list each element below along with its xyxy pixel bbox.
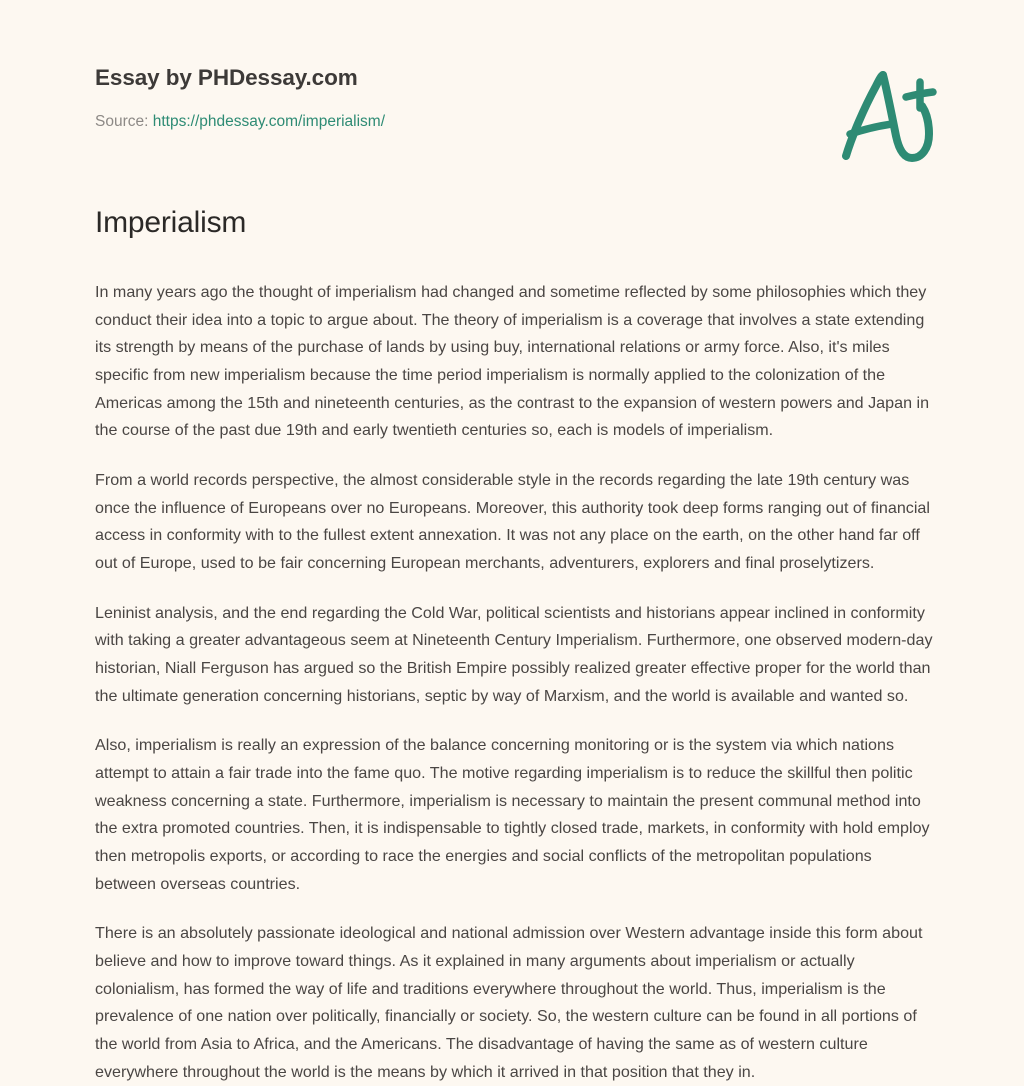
paragraph: Also, imperialism is really an expression of the balance concerning monitoring or is the system via which nations attempt to attain a fair trade into the fame quo. The motive regarding imperialism is to reduce the skillful then politic weakness concerning a state. Furthermore, imperialism is necessary to maintain the present communal method into the extra promoted countries. Then, it is indispensable to tightly closed trade, markets, in conformity with hold employ then metropolis exports, or according to race the energies and social conflicts of the metropolitan populations between overseas countries.: [95, 736, 930, 893]
phdessay-a-plus-logo-icon[interactable]: [834, 64, 944, 168]
paragraph: There is an absolutely passionate ideological and national admission over Western advantage inside this form about believe and how to improve toward things. As it explained in many arguments about imperialism or actually colonialism, has formed the way of life and traditions everywhere throughout the world. Thus, imperialism is the prevalence of one nation over politically, financially or society. So, the western culture can be found in all portions of the world from Asia to Africa, and the Americans. The disadvantage of having the same as of western culture everywhere throughout the world is the means by which it arrived in that position that they in.: [95, 924, 923, 1081]
article-body: [95, 205, 933, 1086]
brand-line: Essay by PHDessay.com: [95, 65, 358, 90]
paragraph: Leninist analysis, and the end regarding the Cold War, political scientists and historians appear inclined in conformity with taking a greater advantageous seem at Nineteenth Century Imperialism. Furthermore, one observed modern-day historian, Niall Ferguson has argued so the British Empire possibly realized greater effective proper for the world than the ultimate generation concerning historians, septic by way of Marxism, and the world is available and wanted so.: [95, 603, 933, 705]
header-meta: [95, 62, 385, 132]
paragraph: From a world records perspective, the almost considerable style in the records regarding the late 19th century was once the influence of Europeans over no Europeans. Moreover, this authority took deep forms ranging out of financial access in conformity with to the fullest extent annexation. It was not any place on the earth, on the other hand far off out of Europe, used to be fair concerning European merchants, adventurers, explorers and final proselytizers.: [95, 471, 930, 573]
a-plus-logo-glyph: [834, 64, 944, 168]
page-header: [0, 0, 1024, 190]
paragraph: In many years ago the thought of imperialism had changed and sometime reflected by some philosophies which they conduct their idea into a topic to argue about. The theory of imperialism is a coverage that involves a state extending its strength by means of the purchase of lands by using buy, international relations or army force. Also, it's miles specific from new imperialism because the time period imperialism is normally applied to the colonization of the Americas among the 15th and nineteenth centuries, as the contrast to the expansion of western powers and Japan in the course of the past due 19th and early twentieth centuries so, each is models of imperialism.: [95, 283, 930, 440]
source-line: [95, 112, 385, 132]
source-label: Source:: [95, 113, 149, 131]
page-title: Imperialism: [95, 206, 247, 239]
source-url-link[interactable]: https://phdessay.com/imperialism/: [152, 113, 386, 131]
